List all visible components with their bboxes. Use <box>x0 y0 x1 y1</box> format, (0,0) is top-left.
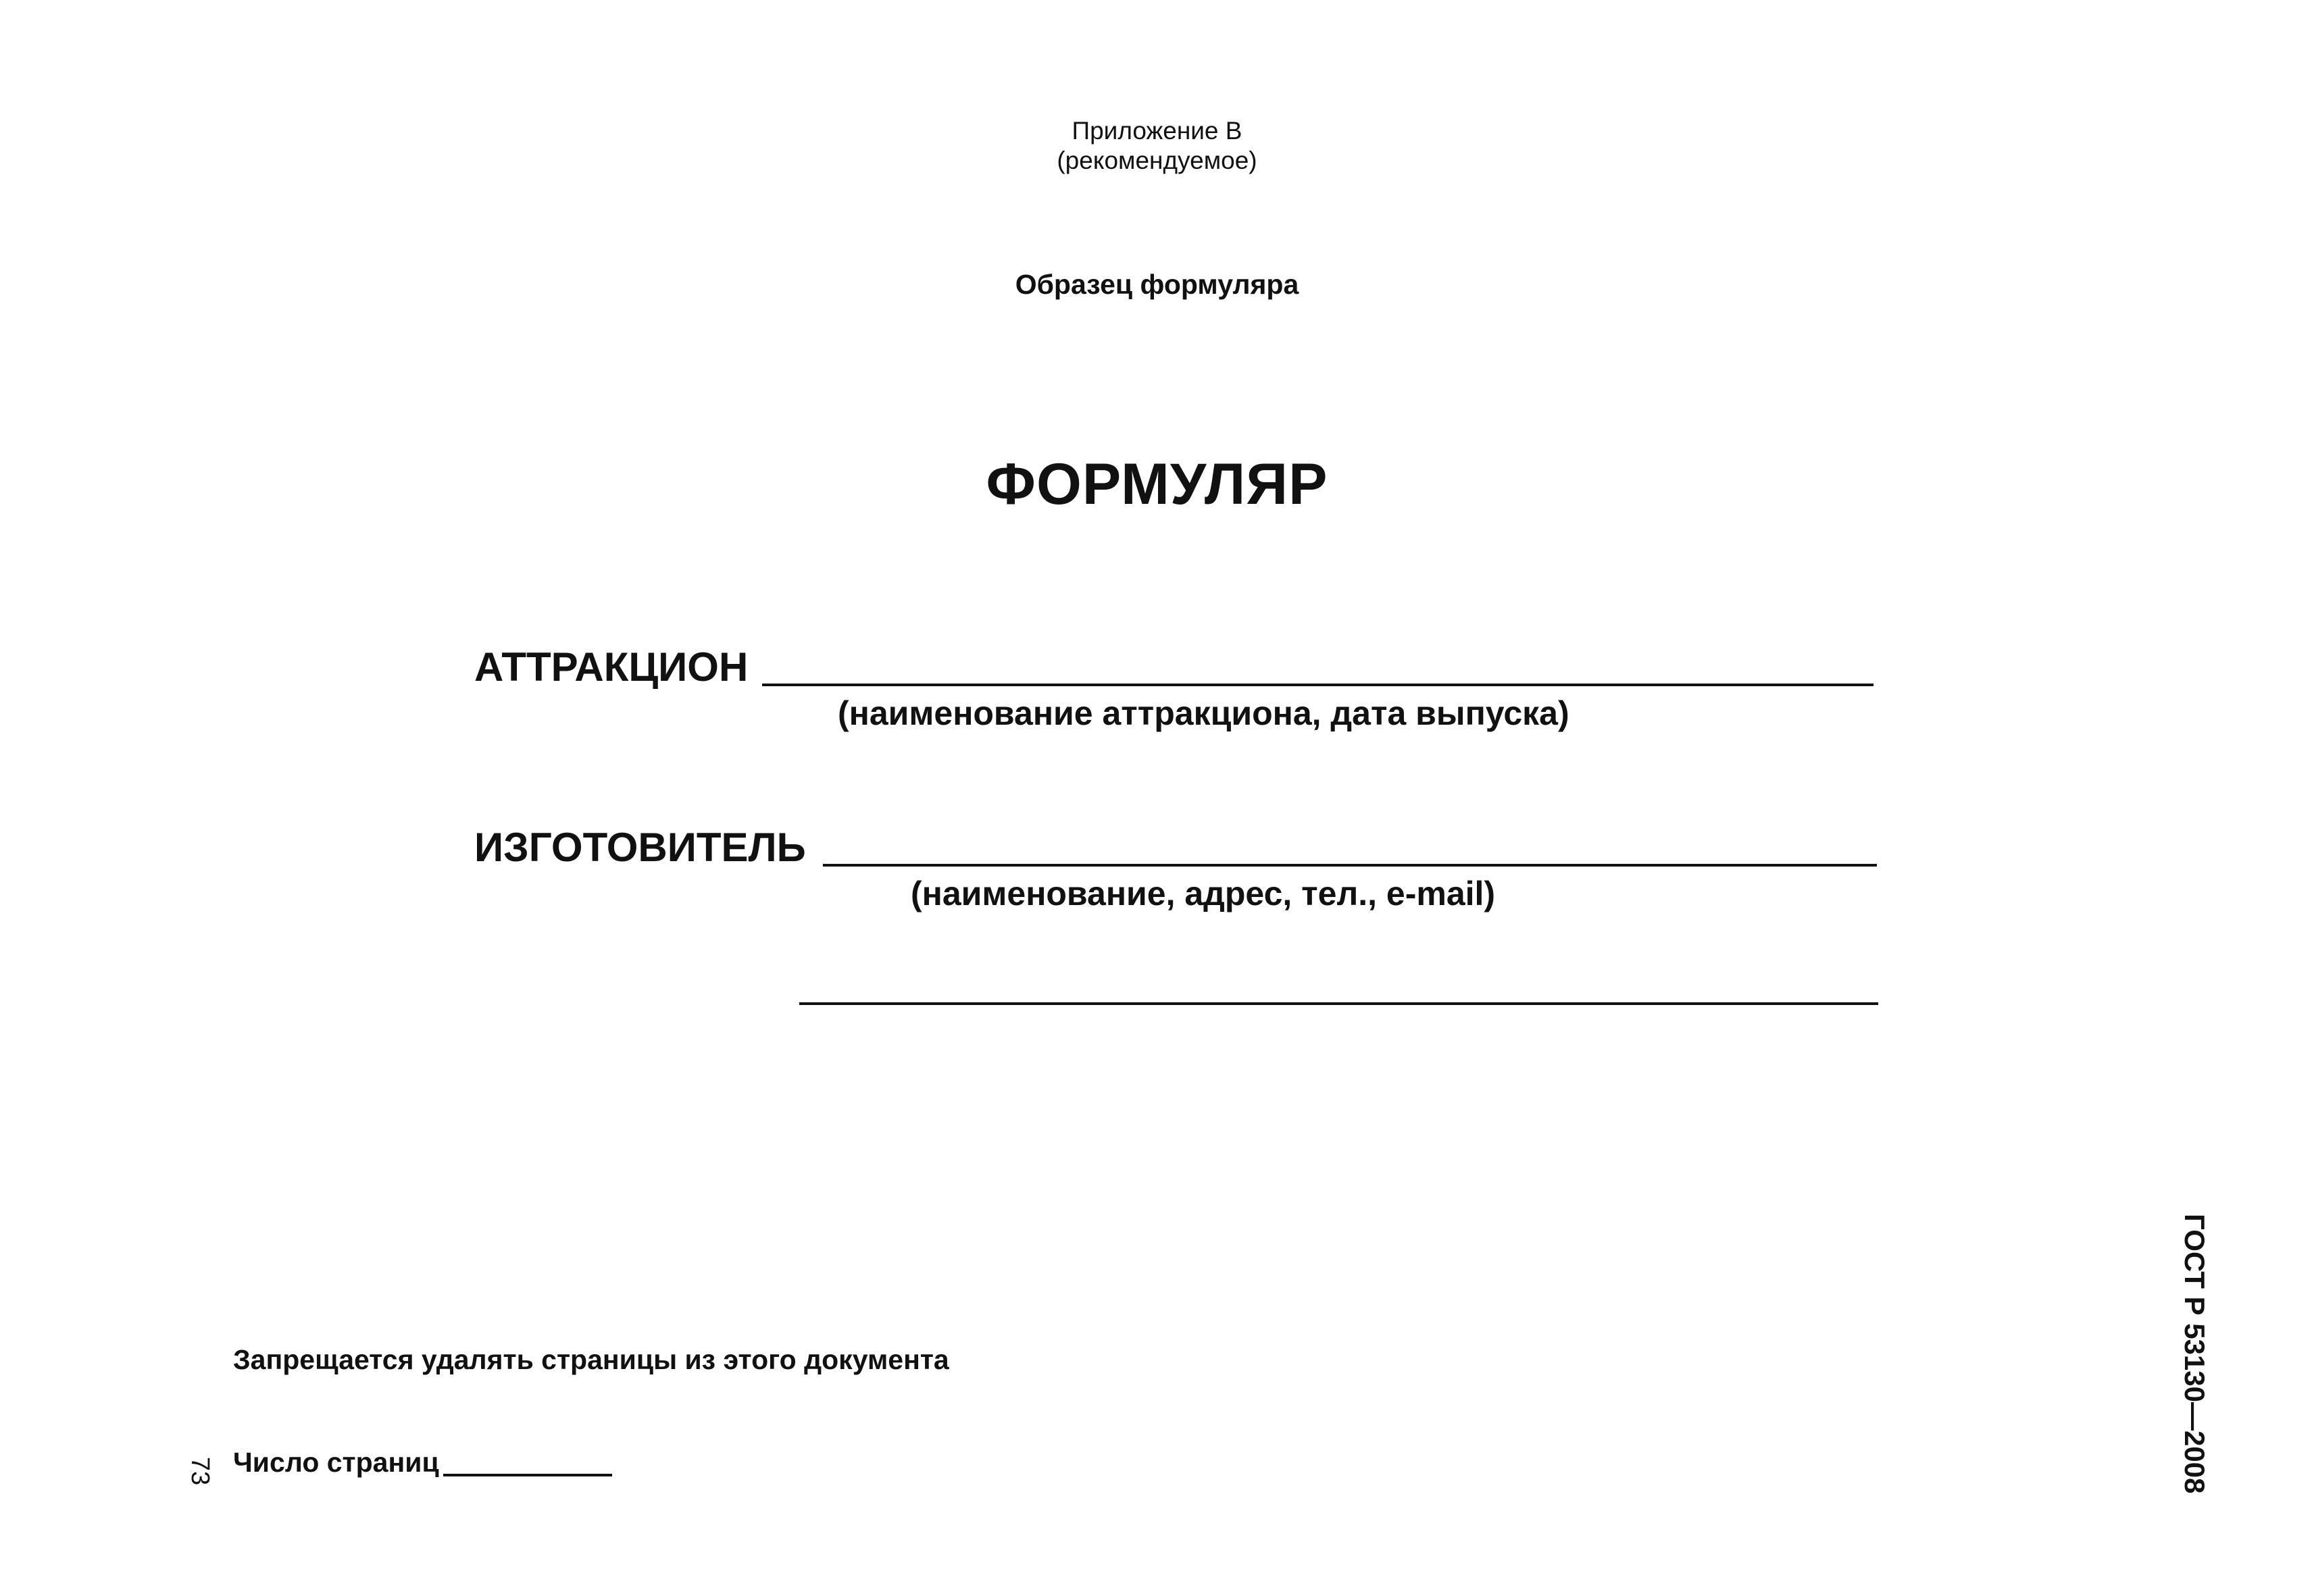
manufacturer-caption: (наименование, адрес, тел., e-mail) <box>911 875 1496 912</box>
attraction-input-line[interactable] <box>762 684 1873 686</box>
manufacturer-label: ИЗГОТОВИТЕЛЬ <box>474 825 806 870</box>
document-code: ГОСТ Р 53130—2008 <box>2179 1214 2211 1494</box>
manufacturer-input-line[interactable] <box>823 864 1877 867</box>
page-count-label: Число страниц <box>233 1447 439 1478</box>
manufacturer-extra-line[interactable] <box>799 1002 1878 1005</box>
appendix-status: (рекомендуемое) <box>1057 147 1257 174</box>
form-sample-subtitle: Образец формуляра <box>1015 269 1299 300</box>
page-number: 73 <box>186 1456 214 1486</box>
attraction-caption: (наименование аттракциона, дата выпуска) <box>838 694 1569 732</box>
attraction-label: АТТРАКЦИОН <box>474 644 749 690</box>
page-removal-notice: Запрещается удалять страницы из этого документа <box>233 1344 949 1375</box>
appendix-label: Приложение В <box>1072 117 1242 145</box>
page-count-line[interactable] <box>443 1474 612 1476</box>
page-title: ФОРМУЛЯР <box>986 452 1328 517</box>
